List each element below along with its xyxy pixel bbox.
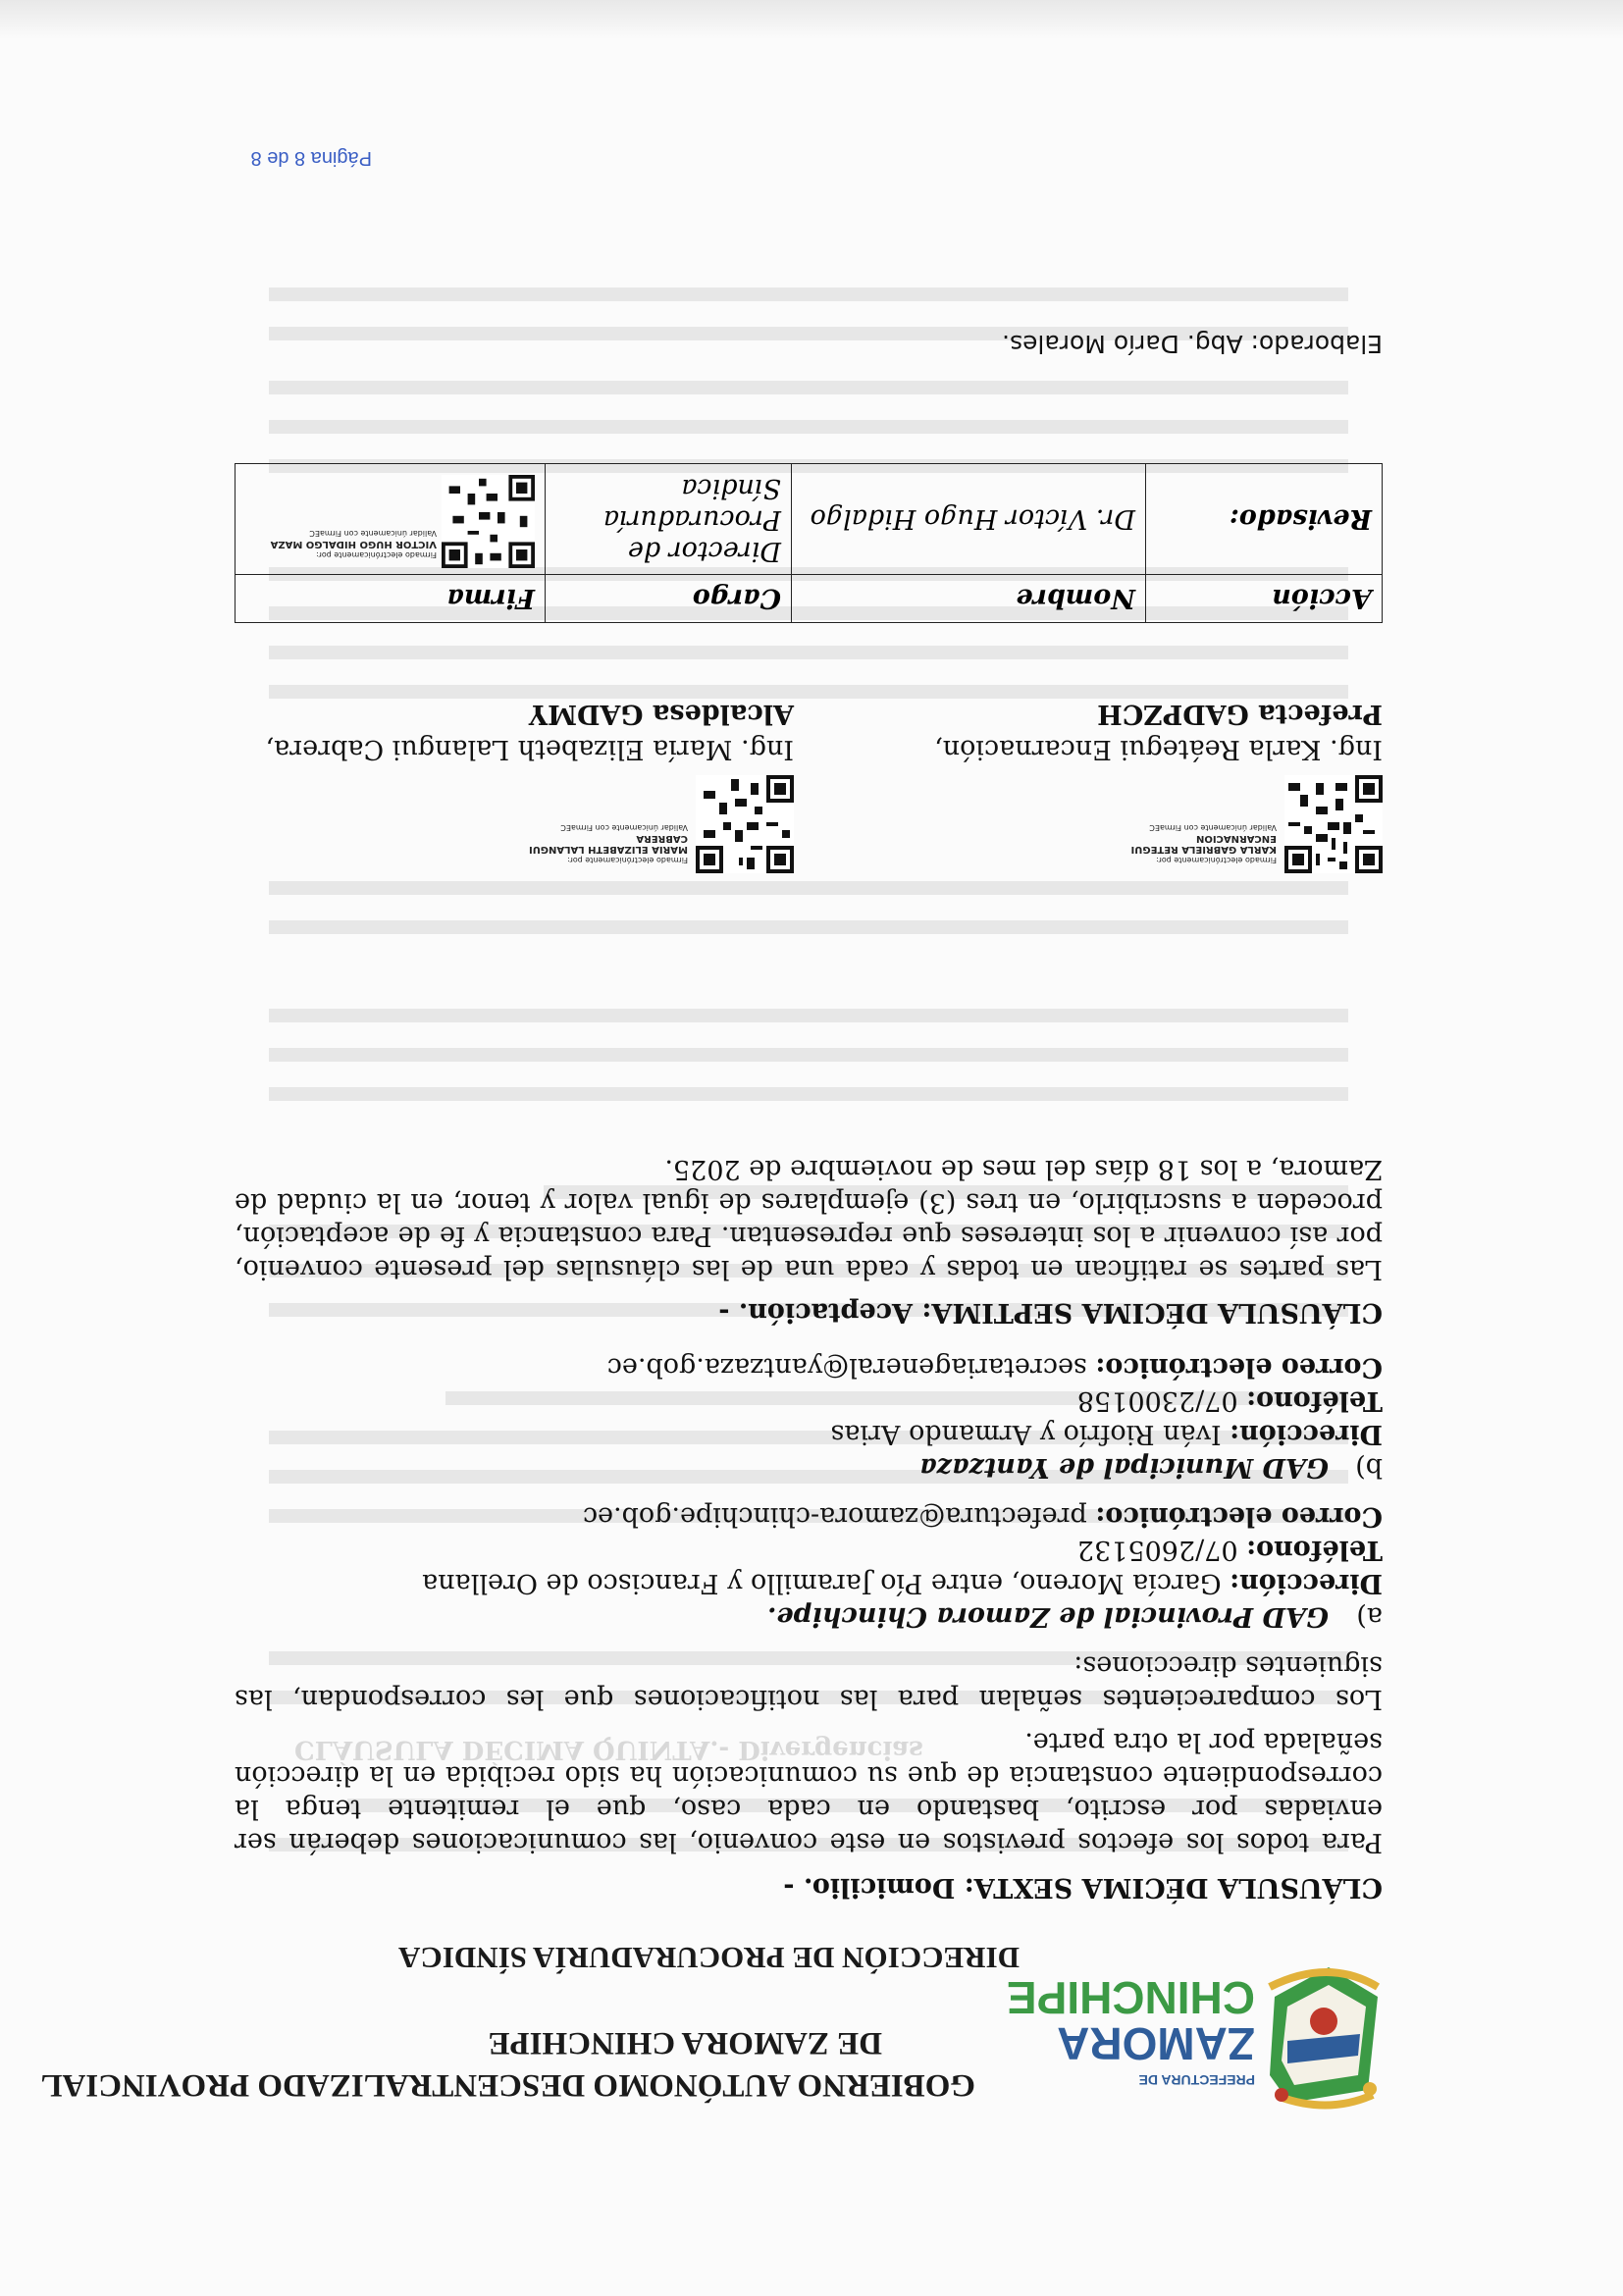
field-value: García Moreno, entre Pío Jaramillo y Francisco de Orellana	[422, 1568, 1222, 1598]
qr-signature-label	[270, 528, 437, 560]
field-value: prefectura@zamora-chinchipe.gob.ec	[582, 1501, 1087, 1532]
address-b-telefono	[235, 1383, 1383, 1417]
address-b-title	[235, 1450, 1383, 1484]
logo-line1: ZAMORA	[1057, 2018, 1255, 2069]
cargo-line: Procuraduría	[602, 504, 781, 535]
item-name: GAD Municipal de Yantzaza	[919, 1452, 1329, 1483]
address-a-telefono	[235, 1533, 1383, 1566]
signer-1-role: Prefecta GADPZCH	[1097, 699, 1383, 729]
table-row	[236, 464, 1383, 575]
header-nombre: Nombre	[792, 575, 1146, 623]
clause-17-paragraph: Las partes se ratifican en todas y cada una de las cláusulas del presente convenio, por así convenir a los intereses que representan. Para constancia y fe de aceptación, proceden a suscribirlo, en tres (3) ejemplares de igual valor y tenor, en la ciudad de Zamora, a los 18 días del mes de noviembre de 2025.	[235, 1154, 1383, 1284]
document-body	[235, 1152, 1383, 1904]
header-cargo: Cargo	[546, 575, 792, 623]
qr-signature-label	[1110, 822, 1277, 865]
cell-cargo	[546, 464, 792, 575]
prefectura-logo	[1006, 1962, 1397, 2114]
field-label: Dirección:	[1230, 1568, 1383, 1598]
item-label: b)	[1355, 1452, 1383, 1483]
address-a-direccion	[235, 1566, 1383, 1599]
field-value: Iván Riofrío y Armando Arias	[830, 1419, 1222, 1449]
qr-footer: Validar únicamente con FirmaEC	[1149, 823, 1277, 832]
qr-signer-name: VICTOR HUGO HIDALGO MAZA	[270, 539, 437, 549]
qr-signer-name: MARIA ELIZABETH LALANGUI CABRERA	[528, 833, 688, 855]
page-number: Página 8 de 8	[250, 147, 372, 169]
address-b-direccion	[235, 1417, 1383, 1450]
cell-accion: Revisado:	[1146, 464, 1383, 575]
address-a-email	[235, 1499, 1383, 1533]
ghost-text: CLÁUSULA DÉCIMA QUINTA.- Divergencias	[294, 1735, 923, 1764]
cell-firma	[236, 464, 546, 575]
logo-small-text: PREFECTURA DE	[1138, 2072, 1255, 2088]
logo-line2: CHINCHIPE	[1006, 1972, 1255, 2023]
qr-caption: Firmado electrónicamente por:	[566, 856, 688, 864]
qr-code-icon	[696, 775, 794, 873]
field-label: Teléfono:	[1246, 1385, 1383, 1416]
signer-2-name: Ing. María Elizabeth Lalangui Cabrera,	[265, 734, 794, 764]
field-label: Teléfono:	[1246, 1535, 1383, 1565]
qr-caption: Firmado electrónicamente por:	[1155, 856, 1277, 864]
qr-caption: Firmado electrónicamente por:	[315, 550, 437, 559]
header-firma: Firma	[236, 575, 546, 623]
field-value: 07/2605132	[1076, 1535, 1238, 1565]
field-label: Correo electrónico:	[1095, 1352, 1383, 1383]
clause-17-heading: CLÁUSULA DÉCIMA SEPTIMA: Aceptación. -	[718, 1297, 1383, 1328]
signer-2-role: Alcaldesa GADMY	[528, 699, 794, 729]
signer-1-name: Ing. Karla Reátegui Encarnación,	[934, 734, 1383, 764]
qr-code-icon	[442, 475, 535, 568]
clause-16-paragraph-2: Los comparecientes señalan para las notificaciones que les correspondan, las siguientes direcciones:	[235, 1650, 1383, 1714]
elaborado-line: Elaborado: Abg. Darío Morales.	[1002, 330, 1383, 358]
header-accion: Acción	[1146, 575, 1383, 623]
qr-signer-name: KARLA GABRIELA RETEGUI ENCARNACION	[1130, 833, 1277, 855]
cell-nombre: Dr. Víctor Hugo Hidalgo	[792, 464, 1146, 575]
provincial-shield-logo-icon	[1006, 1962, 1397, 2114]
field-value: 07/2300158	[1076, 1385, 1238, 1416]
item-label: a)	[1356, 1601, 1383, 1632]
cargo-line: Síndica	[681, 473, 781, 503]
department-title: DIRECCIÓN DE PROCURADURÍA SÍNDICA	[398, 1941, 1020, 1975]
review-table	[235, 463, 1383, 623]
institution-title-line1: GOBIERNO AUTÓNOMO DESCENTRALIZADO PROVINCIAL	[40, 2067, 975, 2103]
firma-container	[245, 470, 535, 568]
institution-title-line2: DE ZAMORA CHINCHIPE	[488, 2025, 882, 2061]
clause-16-heading: CLÁUSULA DÉCIMA SEXTA: Domicilio. -	[783, 1872, 1383, 1903]
qr-code-icon	[1284, 775, 1383, 873]
clause-16-paragraph-1: Para todos los efectos previstos en este convenio, las comunicaciones deberán ser enviadas por escrito, bastando en cada caso, que el remitente tenga la correspondiente constancia de que su comunicación ha sido recibida en la dirección señalada por la otra parte.	[235, 1727, 1383, 1857]
cargo-line: Director de	[627, 536, 781, 566]
field-value: secretariageneral@yantzaza.gob.ec	[606, 1352, 1087, 1383]
qr-footer: Validar únicamente con FirmaEC	[560, 823, 688, 832]
qr-signature-label	[501, 822, 688, 865]
item-name: GAD Provincial de Zamora Chinchipe.	[767, 1601, 1329, 1632]
address-b-email	[235, 1350, 1383, 1383]
signature-block	[235, 657, 1383, 873]
scan-edge-shadow	[0, 0, 1623, 39]
qr-footer: Validar únicamente con FirmaEC	[309, 529, 437, 538]
address-a-title	[235, 1599, 1383, 1633]
field-label: Correo electrónico:	[1095, 1501, 1383, 1532]
review-table-header	[236, 575, 1383, 623]
page-header	[40, 1889, 1397, 2114]
field-label: Dirección:	[1230, 1419, 1383, 1449]
